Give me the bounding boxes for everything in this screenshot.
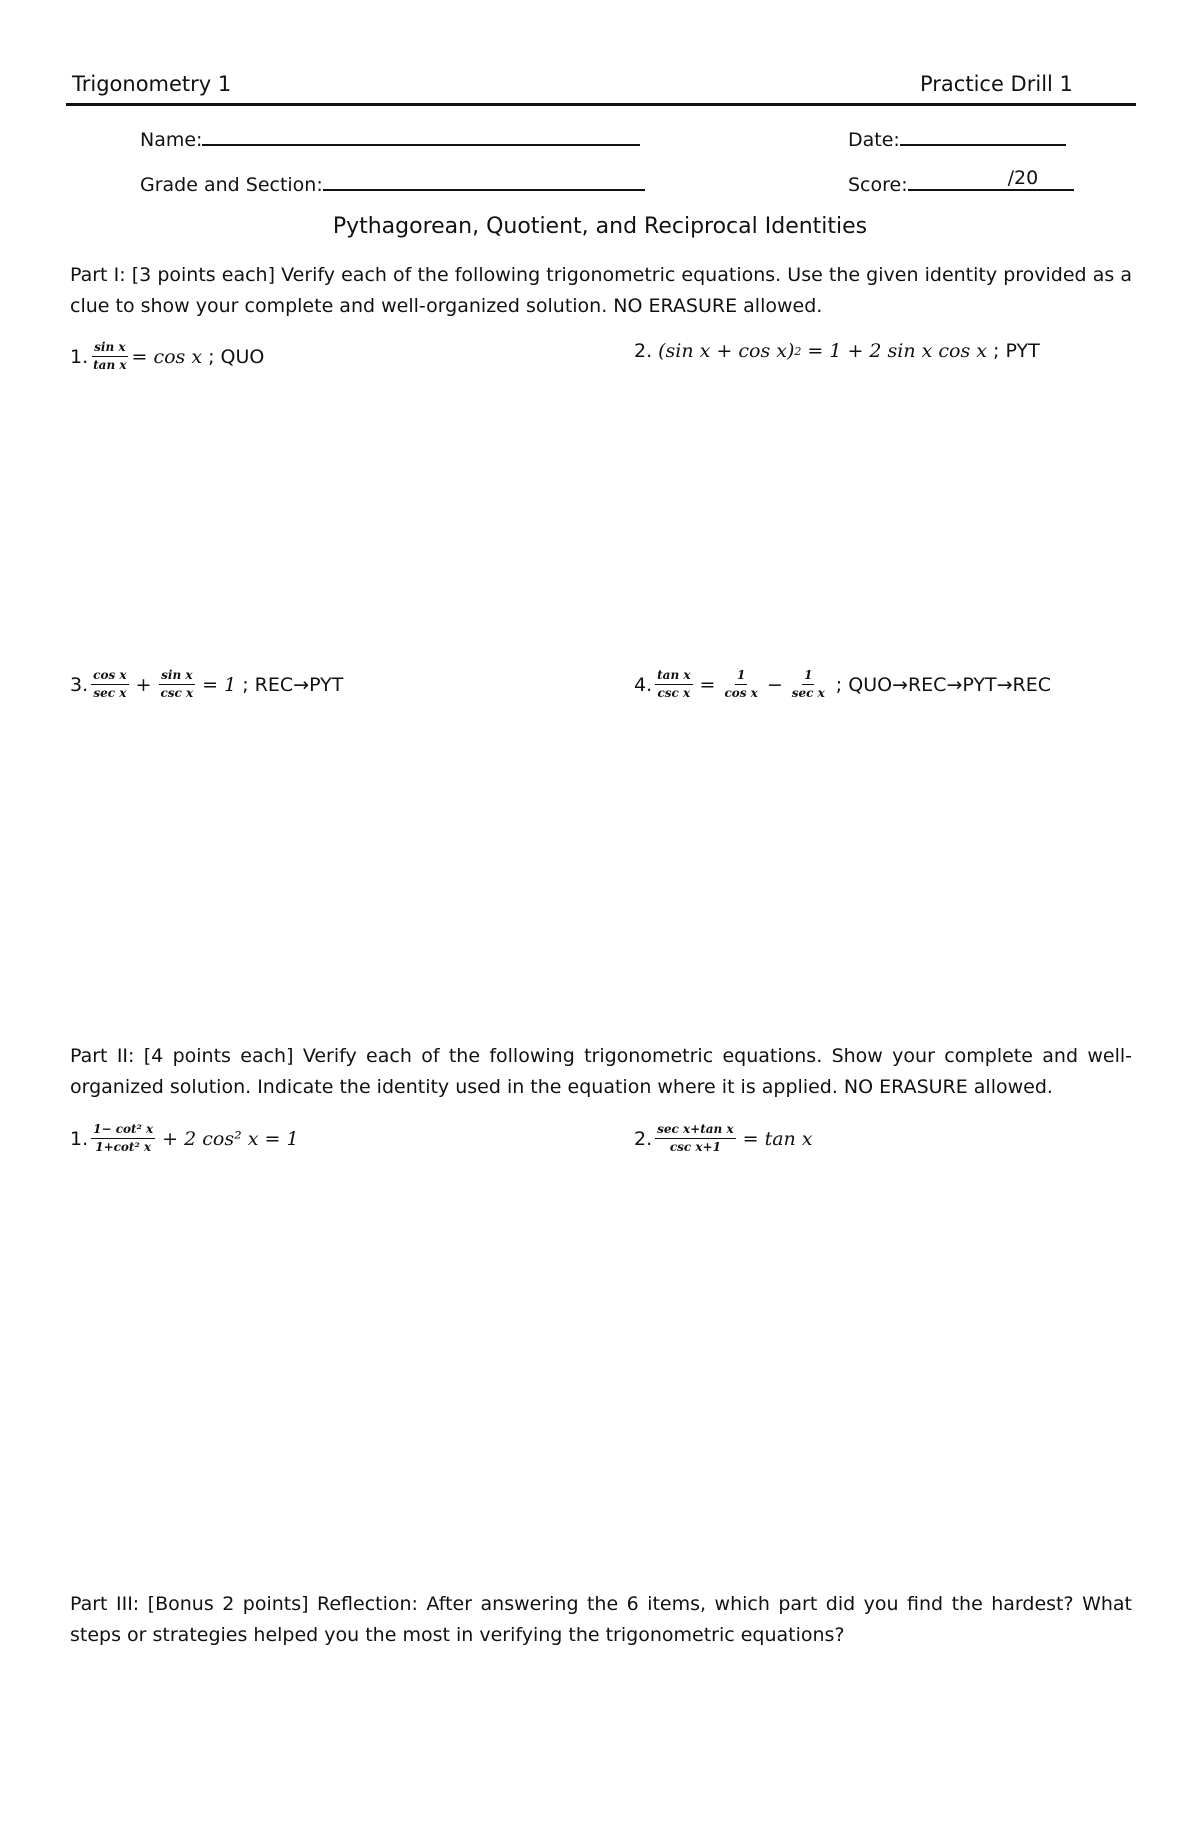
- fraction: $\frac{1}{\text{sec x}}$: [791, 668, 825, 700]
- fraction: $\frac{\text{1− cot² x}}{\text{1+cot² x}}$: [93, 1122, 154, 1154]
- fraction: $\frac{\text{sin x}}{\text{csc x}}$: [160, 668, 194, 700]
- identity-hint: ; QUO→REC→PYT→REC: [835, 673, 1052, 696]
- grade-section-label: Grade and Section:: [140, 174, 323, 196]
- equation-rhs: = cos x: [131, 345, 203, 368]
- score-field[interactable]: [848, 167, 1074, 196]
- item-number: 4.: [634, 673, 653, 696]
- identity-hint: ; PYT: [993, 340, 1040, 362]
- equation-rhs: = 1 + 2 sin x cos x: [807, 340, 987, 362]
- equation-rest: + 2 cos² x = 1: [162, 1127, 299, 1150]
- part1-item-2: [634, 340, 1040, 362]
- fraction: $\frac{1}{\text{cos x}}$: [724, 668, 758, 700]
- fraction: $\frac{\text{sec x+tan x}}{\text{csc x+1}}$: [657, 1122, 734, 1154]
- item-number: 3.: [70, 673, 89, 696]
- worksheet-title: Pythagorean, Quotient, and Reciprocal Identities: [332, 214, 868, 239]
- course-title: Trigonometry 1: [72, 72, 232, 96]
- equation-rest: = tan x: [742, 1127, 813, 1150]
- name-field[interactable]: [140, 126, 640, 151]
- fraction: $\frac{\text{tan x}}{\text{csc x}}$: [657, 668, 691, 700]
- part2-item-1: [70, 1122, 299, 1155]
- grade-section-line: [323, 171, 645, 191]
- part2-instructions: Part II: [4 points each] Verify each of the following trigonometric equations. Show your complete and well-organized solution. Indicate the identity used in the equation where it is applied. NO ERASURE allowed.: [70, 1045, 1132, 1098]
- operator: =: [699, 673, 716, 696]
- operator: +: [135, 673, 152, 696]
- item-number: 1.: [70, 345, 89, 368]
- identity-hint: ; REC→PYT: [242, 673, 344, 696]
- drill-title: Practice Drill 1: [920, 72, 1073, 96]
- fraction: $\frac{\text{sin x}}{\text{tan x}}$: [93, 340, 127, 372]
- date-line: [900, 126, 1066, 146]
- grade-section-field[interactable]: [140, 171, 645, 196]
- score-label: Score:: [848, 174, 908, 196]
- part1-item-4: [634, 668, 1051, 701]
- date-field[interactable]: [848, 126, 1066, 151]
- equation-rhs: = 1: [202, 673, 237, 696]
- equation-lhs: (sin x + cos x): [658, 340, 795, 362]
- name-label: Name:: [140, 129, 203, 151]
- header-rule: [66, 103, 1136, 106]
- score-total: /20: [1007, 167, 1039, 189]
- score-line: [908, 167, 1074, 191]
- operator: −: [766, 673, 783, 696]
- part1-item-3: [70, 668, 343, 701]
- part3-instructions: Part III: [Bonus 2 points] Reflection: After answering the 6 items, which part did you find the hardest? What steps or strategies helped you the most in verifying the trigonometric equations?: [70, 1593, 1132, 1646]
- item-number: 1.: [70, 1127, 89, 1150]
- name-line: [202, 126, 640, 146]
- part1-item-1: [70, 340, 264, 373]
- item-number: 2.: [634, 1127, 653, 1150]
- identity-hint: ; QUO: [208, 345, 265, 368]
- date-label: Date:: [848, 129, 900, 151]
- part1-instructions: Part I: [3 points each] Verify each of the following trigonometric equations. Use the given identity provided as a clue to show your complete and well-organized solution. NO ERASURE allowed.: [70, 264, 1132, 317]
- part2-item-2: [634, 1122, 813, 1155]
- exponent: 2: [794, 344, 802, 358]
- fraction: $\frac{\text{cos x}}{\text{sec x}}$: [93, 668, 127, 700]
- item-number: 2.: [634, 340, 653, 362]
